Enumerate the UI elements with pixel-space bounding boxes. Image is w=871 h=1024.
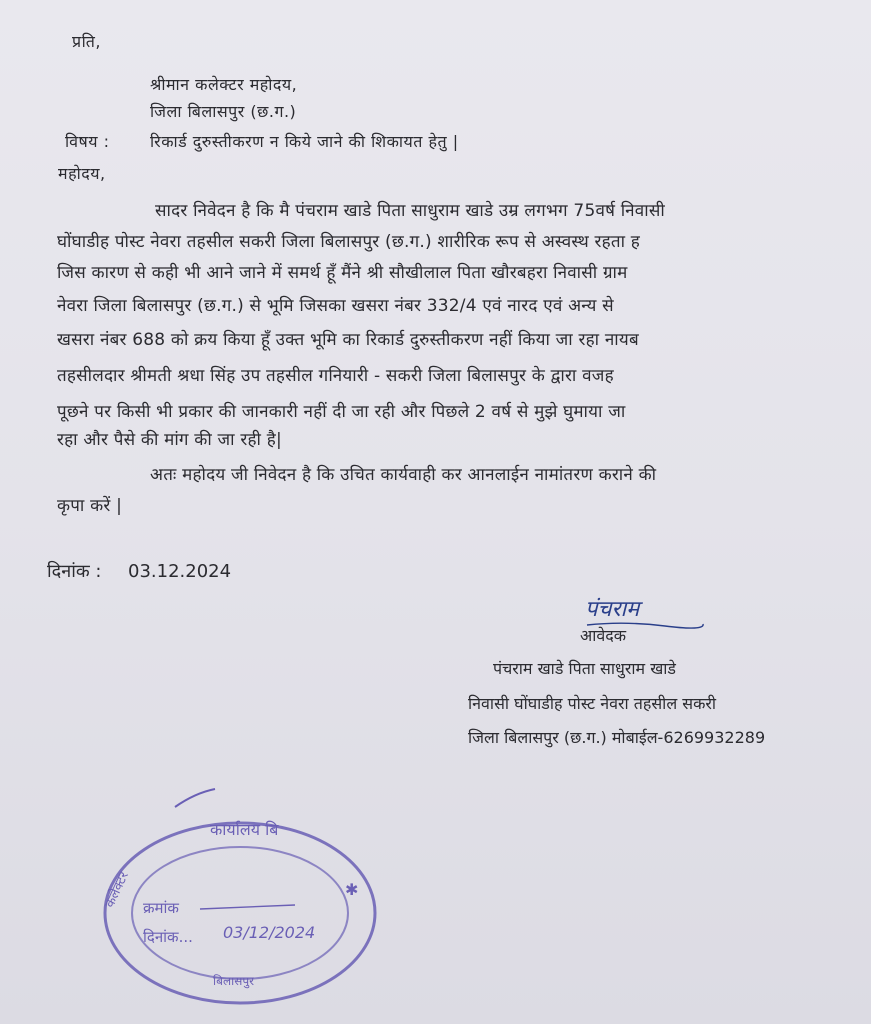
- stamp-number-label: क्रमांक: [143, 899, 179, 917]
- date-label: दिनांक :: [47, 561, 102, 582]
- stamp-number-line: [200, 905, 295, 909]
- body-line: तहसीलदार श्रीमती श्रधा सिंह उप तहसील गनियारी - सकरी जिला बिलासपुर के द्वारा वजह: [57, 366, 614, 386]
- body-line: रहा और पैसे की मांग की जा रही है|: [57, 430, 282, 450]
- applicant-district: जिला बिलासपुर (छ.ग.) मोबाईल-6269932289: [468, 728, 766, 747]
- applicant-name: पंचराम खाडे पिता साधुराम खाडे: [493, 659, 676, 678]
- handwritten-signature: पंचराम: [585, 597, 640, 622]
- applicant-address: निवासी घोंघाडीह पोस्ट नेवरा तहसील सकरी: [468, 694, 717, 713]
- body-line: घोंघाडीह पोस्ट नेवरा तहसील सकरी जिला बिलासपुर (छ.ग.) शारीरिक रूप से अस्वस्थ रहता ह: [57, 232, 641, 252]
- subject-label: विषय :: [65, 132, 110, 151]
- addressee-line1: श्रीमान कलेक्टर महोदय,: [150, 75, 298, 94]
- stamp-date-handwritten: 03/12/2024: [223, 923, 316, 942]
- body-line: पूछने पर किसी भी प्रकार की जानकारी नहीं दी जा रही और पिछले 2 वर्ष से मुझे घुमाया जा: [57, 402, 626, 422]
- stamp-top-text: कार्यालय बि: [210, 820, 279, 839]
- addressee-line2: जिला बिलासपुर (छ.ग.): [150, 102, 297, 121]
- body-line: नेवरा जिला बिलासपुर (छ.ग.) से भूमि जिसका खसरा नंबर 332/4 एवं नारद एवं अन्य से: [57, 296, 614, 316]
- greeting: महोदय,: [58, 164, 106, 183]
- subject-text: रिकार्ड दुरुस्तीकरण न किये जाने की शिकायत हेतु |: [150, 132, 459, 151]
- stamp-date-label: दिनांक...: [143, 928, 193, 946]
- salutation-to: प्रति,: [72, 32, 101, 51]
- date-value: 03.12.2024: [128, 561, 232, 582]
- stamp-bottom-text: बिलासपुर: [213, 974, 255, 988]
- stamp-scribble: [175, 789, 215, 807]
- body-line: सादर निवेदन है कि मै पंचराम खाडे पिता साधुराम खाडे उम्र लगभग 75वर्ष निवासी: [155, 201, 665, 221]
- stamp-star-icon: ✱: [345, 880, 359, 899]
- body-line: जिस कारण से कही भी आने जाने में समर्थ हूँ मैंने श्री सौखीलाल पिता खौरबहरा निवासी ग्राम: [57, 263, 628, 283]
- stamp-left-text: कलेक्टर: [102, 869, 133, 911]
- applicant-label: आवेदक: [580, 626, 627, 645]
- office-stamp: [95, 785, 385, 1015]
- body-line: खसरा नंबर 688 को क्रय किया हूँ उक्त भूमि का रिकार्ड दुरुस्तीकरण नहीं किया जा रहा नायब: [57, 330, 639, 350]
- request-line: अतः महोदय जी निवेदन है कि उचित कार्यवाही कर आनलाईन नामांतरण कराने की: [150, 465, 657, 485]
- request-line: कृपा करें |: [57, 496, 123, 516]
